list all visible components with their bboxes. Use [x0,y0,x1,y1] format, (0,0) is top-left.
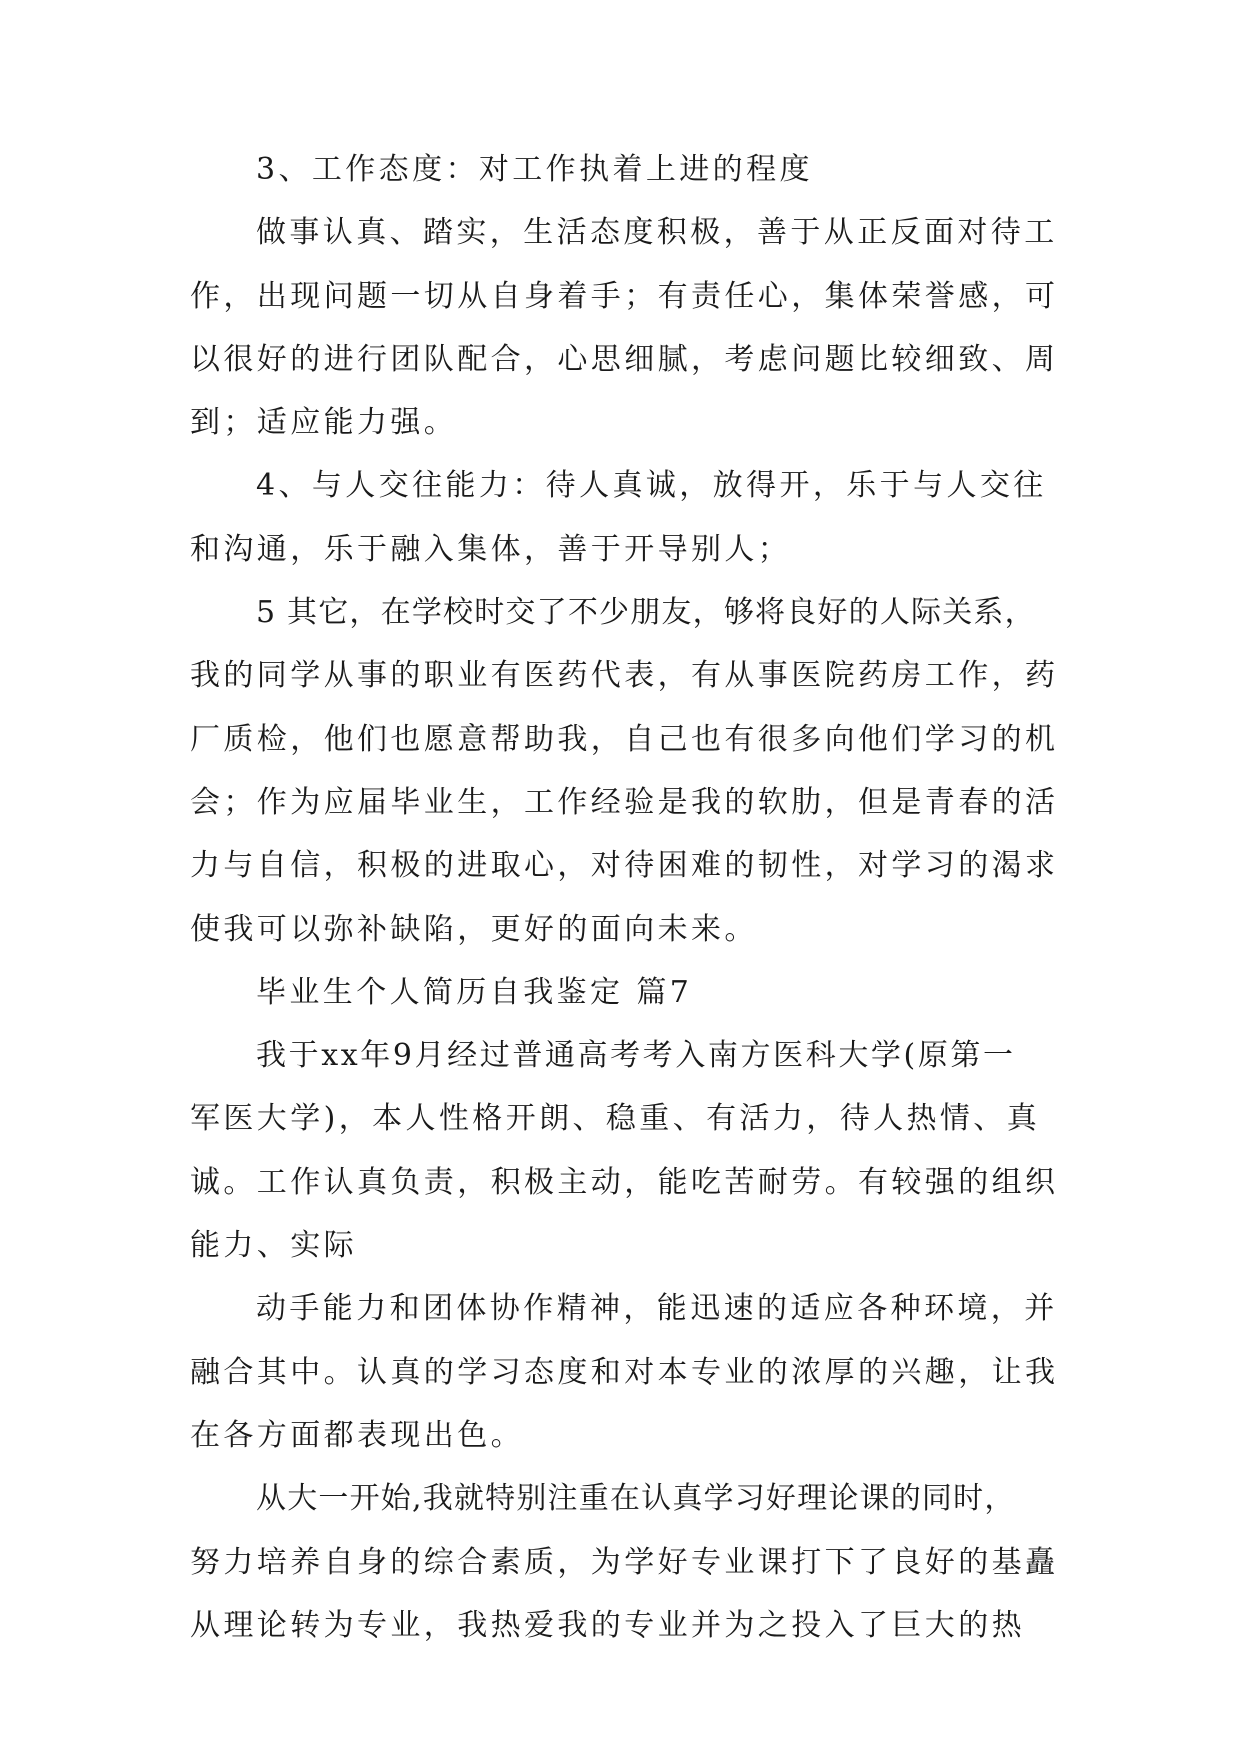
text-line: 以很好的进行团队配合，心思细腻，考虑问题比较细致、周 [190,341,1059,377]
text-line: 我的同学从事的职业有医药代表，有从事医院药房工作，药 [190,658,1059,694]
text-line: 厂质检，他们也愿意帮助我，自己也有很多向他们学习的机 [190,721,1059,757]
text-line: 诚。工作认真负责，积极主动，能吃苦耐劳。有较强的组织 [190,1164,1059,1200]
text-line: 会；作为应届毕业生，工作经验是我的软肋，但是青春的活 [190,784,1059,820]
text-line: 3、工作态度：对工作执着上进的程度 [256,152,813,187]
text-line: 做事认真、踏实，生活态度积极，善于从正反面对待工 [256,215,1058,251]
text-line: 使我可以弥补缺陷，更好的面向未来。 [190,911,758,947]
text-line: 我于xx年9月经过普通高考考入南方医科大学(原第一 [256,1038,1016,1074]
text-line: 5 其它，在学校时交了不少朋友，够将良好的人际关系， [256,595,1036,631]
text-line: 动手能力和团体协作精神，能迅速的适应各种环境，并 [256,1291,1058,1327]
document-page [190,150,1059,1669]
text-line: 融合其中。认真的学习态度和对本专业的浓厚的兴趣，让我 [190,1354,1059,1390]
text-line: 从理论转为专业，我热爱我的专业并为之投入了巨大的热 [190,1607,1025,1643]
text-line: 努力培养自身的综合素质，为学好专业课打下了良好的基矗 [190,1544,1059,1580]
text-line: 和沟通，乐于融入集体，善于开导别人； [190,531,792,567]
text-line: 军医大学)，本人性格开朗、稳重、有活力，待人热情、真 [190,1101,1041,1137]
text-line: 从大一开始,我就特别注重在认真学习好理论课的同时， [256,1481,1016,1517]
section-heading: 毕业生个人简历自我鉴定 篇7 [256,974,693,1010]
text-line: 能力、实际 [190,1228,357,1264]
text-line: 力与自信，积极的进取心，对待困难的韧性，对学习的渴求 [190,848,1059,884]
text-line: 4、与人交往能力：待人真诚，放得开，乐于与人交往 [256,468,1047,504]
text-line: 到；适应能力强。 [190,405,458,441]
text-line: 在各方面都表现出色。 [190,1417,524,1453]
text-line: 作，出现问题一切从自身着手；有责任心，集体荣誉感，可 [190,278,1059,314]
